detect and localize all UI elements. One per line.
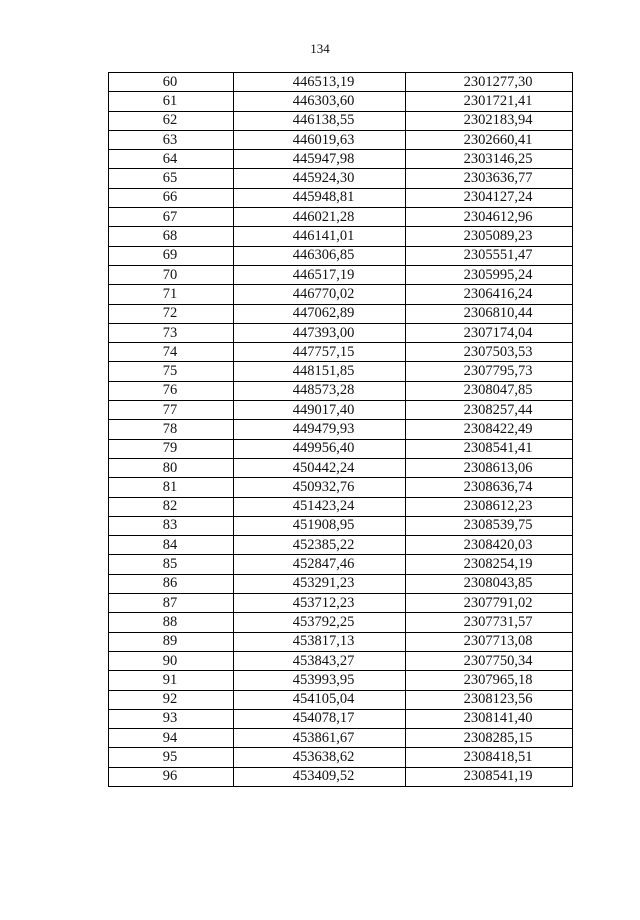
table-row bbox=[109, 594, 573, 613]
x-coordinate-cell: 447062,89 bbox=[234, 304, 406, 323]
x-coordinate-cell: 449479,93 bbox=[234, 420, 406, 439]
point-number-cell: 86 bbox=[109, 574, 234, 593]
y-coordinate-cell: 2308257,44 bbox=[406, 401, 573, 420]
table-row bbox=[109, 478, 573, 497]
table-row bbox=[109, 516, 573, 535]
x-coordinate-cell: 451908,95 bbox=[234, 516, 406, 535]
x-coordinate-cell: 453861,67 bbox=[234, 729, 406, 748]
table-row bbox=[109, 613, 573, 632]
table-row bbox=[109, 497, 573, 516]
point-number-cell: 66 bbox=[109, 188, 234, 207]
x-coordinate-cell: 447757,15 bbox=[234, 343, 406, 362]
y-coordinate-cell: 2303146,25 bbox=[406, 150, 573, 169]
table-row bbox=[109, 265, 573, 284]
point-number-cell: 94 bbox=[109, 729, 234, 748]
point-number-cell: 67 bbox=[109, 208, 234, 227]
y-coordinate-cell: 2301277,30 bbox=[406, 73, 573, 92]
point-number-cell: 78 bbox=[109, 420, 234, 439]
y-coordinate-cell: 2308254,19 bbox=[406, 555, 573, 574]
table-row bbox=[109, 130, 573, 149]
x-coordinate-cell: 445924,30 bbox=[234, 169, 406, 188]
table-row bbox=[109, 536, 573, 555]
y-coordinate-cell: 2308541,41 bbox=[406, 439, 573, 458]
point-number-cell: 81 bbox=[109, 478, 234, 497]
y-coordinate-cell: 2301721,41 bbox=[406, 92, 573, 111]
x-coordinate-cell: 448151,85 bbox=[234, 362, 406, 381]
x-coordinate-cell: 446517,19 bbox=[234, 265, 406, 284]
x-coordinate-cell: 452847,46 bbox=[234, 555, 406, 574]
table-row bbox=[109, 651, 573, 670]
x-coordinate-cell: 446021,28 bbox=[234, 208, 406, 227]
y-coordinate-cell: 2308285,15 bbox=[406, 729, 573, 748]
y-coordinate-cell: 2308420,03 bbox=[406, 536, 573, 555]
page-number: 134 bbox=[310, 41, 330, 56]
table-row bbox=[109, 439, 573, 458]
table-row bbox=[109, 304, 573, 323]
y-coordinate-cell: 2303636,77 bbox=[406, 169, 573, 188]
x-coordinate-cell: 449956,40 bbox=[234, 439, 406, 458]
x-coordinate-cell: 445948,81 bbox=[234, 188, 406, 207]
y-coordinate-cell: 2307795,73 bbox=[406, 362, 573, 381]
table-row bbox=[109, 73, 573, 92]
point-number-cell: 61 bbox=[109, 92, 234, 111]
y-coordinate-cell: 2308043,85 bbox=[406, 574, 573, 593]
y-coordinate-cell: 2308047,85 bbox=[406, 381, 573, 400]
table-row bbox=[109, 150, 573, 169]
y-coordinate-cell: 2304127,24 bbox=[406, 188, 573, 207]
y-coordinate-cell: 2305089,23 bbox=[406, 227, 573, 246]
point-number-cell: 87 bbox=[109, 594, 234, 613]
table-row bbox=[109, 169, 573, 188]
table-row bbox=[109, 690, 573, 709]
x-coordinate-cell: 451423,24 bbox=[234, 497, 406, 516]
table-row bbox=[109, 632, 573, 651]
x-coordinate-cell: 446303,60 bbox=[234, 92, 406, 111]
y-coordinate-cell: 2308418,51 bbox=[406, 748, 573, 767]
point-number-cell: 64 bbox=[109, 150, 234, 169]
x-coordinate-cell: 446306,85 bbox=[234, 246, 406, 265]
table-row bbox=[109, 208, 573, 227]
x-coordinate-cell: 453409,52 bbox=[234, 767, 406, 786]
point-number-cell: 75 bbox=[109, 362, 234, 381]
x-coordinate-cell: 454105,04 bbox=[234, 690, 406, 709]
y-coordinate-cell: 2308422,49 bbox=[406, 420, 573, 439]
x-coordinate-cell: 453712,23 bbox=[234, 594, 406, 613]
x-coordinate-cell: 445947,98 bbox=[234, 150, 406, 169]
point-number-cell: 91 bbox=[109, 671, 234, 690]
x-coordinate-cell: 446138,55 bbox=[234, 111, 406, 130]
table-row bbox=[109, 420, 573, 439]
y-coordinate-cell: 2308612,23 bbox=[406, 497, 573, 516]
point-number-cell: 74 bbox=[109, 343, 234, 362]
y-coordinate-cell: 2308613,06 bbox=[406, 458, 573, 477]
table-row bbox=[109, 574, 573, 593]
point-number-cell: 60 bbox=[109, 73, 234, 92]
y-coordinate-cell: 2307791,02 bbox=[406, 594, 573, 613]
table-row bbox=[109, 709, 573, 728]
point-number-cell: 90 bbox=[109, 651, 234, 670]
table-row bbox=[109, 767, 573, 786]
point-number-cell: 89 bbox=[109, 632, 234, 651]
point-number-cell: 79 bbox=[109, 439, 234, 458]
y-coordinate-cell: 2307750,34 bbox=[406, 651, 573, 670]
x-coordinate-cell: 450442,24 bbox=[234, 458, 406, 477]
x-coordinate-cell: 453993,95 bbox=[234, 671, 406, 690]
x-coordinate-cell: 453638,62 bbox=[234, 748, 406, 767]
point-number-cell: 88 bbox=[109, 613, 234, 632]
x-coordinate-cell: 449017,40 bbox=[234, 401, 406, 420]
table-row bbox=[109, 323, 573, 342]
y-coordinate-cell: 2305551,47 bbox=[406, 246, 573, 265]
point-number-cell: 85 bbox=[109, 555, 234, 574]
y-coordinate-cell: 2305995,24 bbox=[406, 265, 573, 284]
x-coordinate-cell: 446513,19 bbox=[234, 73, 406, 92]
point-number-cell: 93 bbox=[109, 709, 234, 728]
x-coordinate-cell: 453843,27 bbox=[234, 651, 406, 670]
y-coordinate-cell: 2306416,24 bbox=[406, 285, 573, 304]
y-coordinate-cell: 2307503,53 bbox=[406, 343, 573, 362]
table-row bbox=[109, 227, 573, 246]
point-number-cell: 80 bbox=[109, 458, 234, 477]
point-number-cell: 76 bbox=[109, 381, 234, 400]
table-row bbox=[109, 671, 573, 690]
table-row bbox=[109, 246, 573, 265]
table-row bbox=[109, 285, 573, 304]
x-coordinate-cell: 454078,17 bbox=[234, 709, 406, 728]
x-coordinate-cell: 452385,22 bbox=[234, 536, 406, 555]
y-coordinate-cell: 2307174,04 bbox=[406, 323, 573, 342]
table-row bbox=[109, 729, 573, 748]
point-number-cell: 68 bbox=[109, 227, 234, 246]
point-number-cell: 92 bbox=[109, 690, 234, 709]
table-row bbox=[109, 362, 573, 381]
table-row bbox=[109, 458, 573, 477]
point-number-cell: 84 bbox=[109, 536, 234, 555]
x-coordinate-cell: 450932,76 bbox=[234, 478, 406, 497]
y-coordinate-cell: 2308141,40 bbox=[406, 709, 573, 728]
point-number-cell: 71 bbox=[109, 285, 234, 304]
y-coordinate-cell: 2306810,44 bbox=[406, 304, 573, 323]
x-coordinate-cell: 453291,23 bbox=[234, 574, 406, 593]
y-coordinate-cell: 2308636,74 bbox=[406, 478, 573, 497]
x-coordinate-cell: 446141,01 bbox=[234, 227, 406, 246]
y-coordinate-cell: 2308541,19 bbox=[406, 767, 573, 786]
coordinates-table-body bbox=[109, 73, 573, 787]
table-row bbox=[109, 381, 573, 400]
x-coordinate-cell: 446019,63 bbox=[234, 130, 406, 149]
point-number-cell: 95 bbox=[109, 748, 234, 767]
table-row bbox=[109, 401, 573, 420]
y-coordinate-cell: 2302660,41 bbox=[406, 130, 573, 149]
point-number-cell: 70 bbox=[109, 265, 234, 284]
point-number-cell: 65 bbox=[109, 169, 234, 188]
point-number-cell: 82 bbox=[109, 497, 234, 516]
point-number-cell: 72 bbox=[109, 304, 234, 323]
point-number-cell: 63 bbox=[109, 130, 234, 149]
point-number-cell: 83 bbox=[109, 516, 234, 535]
y-coordinate-cell: 2304612,96 bbox=[406, 208, 573, 227]
point-number-cell: 69 bbox=[109, 246, 234, 265]
table-row bbox=[109, 343, 573, 362]
table-row bbox=[109, 748, 573, 767]
x-coordinate-cell: 448573,28 bbox=[234, 381, 406, 400]
point-number-cell: 62 bbox=[109, 111, 234, 130]
coordinates-table bbox=[108, 72, 573, 787]
y-coordinate-cell: 2307731,57 bbox=[406, 613, 573, 632]
y-coordinate-cell: 2308539,75 bbox=[406, 516, 573, 535]
y-coordinate-cell: 2308123,56 bbox=[406, 690, 573, 709]
table-row bbox=[109, 92, 573, 111]
x-coordinate-cell: 446770,02 bbox=[234, 285, 406, 304]
x-coordinate-cell: 453817,13 bbox=[234, 632, 406, 651]
y-coordinate-cell: 2307965,18 bbox=[406, 671, 573, 690]
point-number-cell: 77 bbox=[109, 401, 234, 420]
y-coordinate-cell: 2302183,94 bbox=[406, 111, 573, 130]
point-number-cell: 73 bbox=[109, 323, 234, 342]
y-coordinate-cell: 2307713,08 bbox=[406, 632, 573, 651]
table-row bbox=[109, 111, 573, 130]
table-row bbox=[109, 555, 573, 574]
x-coordinate-cell: 453792,25 bbox=[234, 613, 406, 632]
point-number-cell: 96 bbox=[109, 767, 234, 786]
table-row bbox=[109, 188, 573, 207]
x-coordinate-cell: 447393,00 bbox=[234, 323, 406, 342]
